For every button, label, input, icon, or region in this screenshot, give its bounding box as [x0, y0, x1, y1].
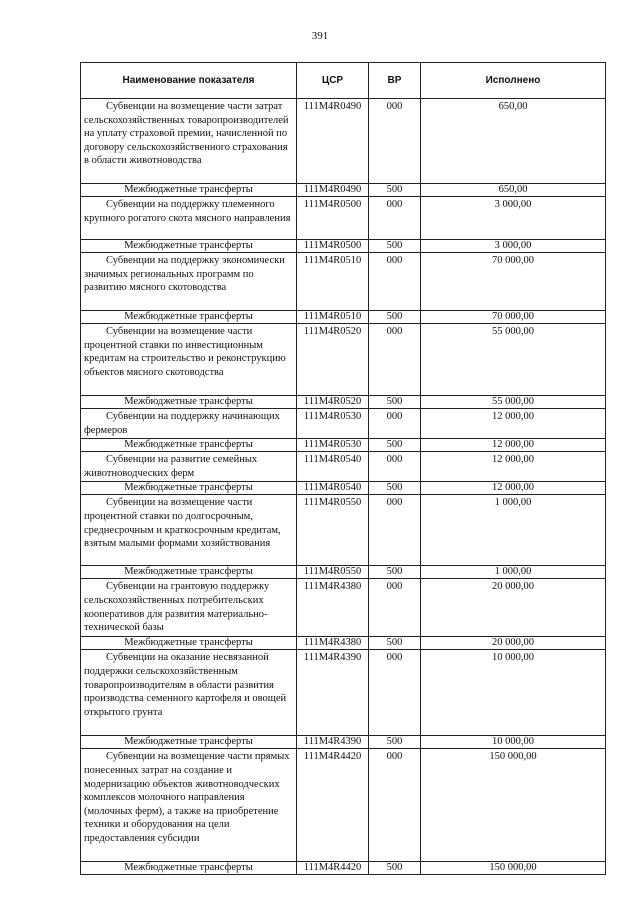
header-code: ЦСР	[297, 63, 369, 99]
cell-code: 111M4R0500	[297, 197, 369, 240]
cell-code: 111M4R4390	[297, 650, 369, 736]
cell-vr: 000	[369, 197, 421, 240]
cell-name: Субвенции на возмещение части процентной ставки по инвестиционным кредитам на строительство и реконструкцию объектов мясного скотоводства	[81, 324, 297, 396]
cell-vr: 000	[369, 99, 421, 184]
page-number: 391	[311, 30, 329, 42]
cell-amount: 12 000,00	[421, 409, 606, 439]
cell-name: Субвенции на возмещение части прямых понесенных затрат на создание и модернизацию объектов животноводческих комплексов молочного направления (молочных ферм), а также на приобретение техники и оборудования на цели предоставления субсидии	[81, 749, 297, 862]
table-row-subvention	[81, 579, 606, 637]
table-row-subvention	[81, 749, 606, 862]
table-row-subvention	[81, 197, 606, 240]
cell-code: 111M4R0490	[297, 184, 369, 197]
cell-name: Межбюджетные трансферты	[81, 482, 297, 495]
table-row-transfer	[81, 439, 606, 452]
cell-code: 111M4R0510	[297, 253, 369, 311]
cell-amount: 650,00	[421, 184, 606, 197]
header-vr: ВР	[369, 63, 421, 99]
table-row-transfer	[81, 311, 606, 324]
table-row-subvention	[81, 452, 606, 482]
cell-amount: 55 000,00	[421, 396, 606, 409]
table-row-transfer	[81, 396, 606, 409]
table-body	[81, 99, 606, 875]
cell-amount: 20 000,00	[421, 579, 606, 637]
cell-amount: 1 000,00	[421, 495, 606, 566]
cell-code: 111M4R4380	[297, 579, 369, 637]
cell-name: Субвенции на поддержку племенного крупного рогатого скота мясного направления	[81, 197, 297, 240]
cell-code: 111M4R0550	[297, 495, 369, 566]
table-row-transfer	[81, 566, 606, 579]
cell-amount: 3 000,00	[421, 240, 606, 253]
cell-vr: 500	[369, 184, 421, 197]
cell-vr: 000	[369, 579, 421, 637]
table-row-subvention	[81, 324, 606, 396]
cell-code: 111M4R0550	[297, 566, 369, 579]
table-row-transfer	[81, 240, 606, 253]
cell-code: 111M4R0540	[297, 452, 369, 482]
cell-vr: 000	[369, 495, 421, 566]
cell-vr: 000	[369, 650, 421, 736]
table-row-transfer	[81, 184, 606, 197]
cell-vr: 500	[369, 396, 421, 409]
table-row-subvention	[81, 99, 606, 184]
cell-name: Межбюджетные трансферты	[81, 862, 297, 875]
cell-name: Межбюджетные трансферты	[81, 439, 297, 452]
cell-name: Субвенции на возмещение части затрат сельскохозяйственных товаропроизводителей на уплату страховой премии, начисленной по договору сельскохозяйственного страхования в области животноводства	[81, 99, 297, 184]
cell-amount: 650,00	[421, 99, 606, 184]
cell-code: 111M4R0530	[297, 439, 369, 452]
cell-name: Субвенции на грантовую поддержку сельскохозяйственных потребительских кооперативов для развития материально-технической базы	[81, 579, 297, 637]
cell-vr: 000	[369, 452, 421, 482]
cell-amount: 150 000,00	[421, 749, 606, 862]
cell-vr: 000	[369, 324, 421, 396]
cell-vr: 500	[369, 566, 421, 579]
cell-name: Субвенции на возмещение части процентной ставки по долгосрочным, среднесрочным и краткосрочным кредитам, взятым малыми формами хозяйствования	[81, 495, 297, 566]
cell-code: 111M4R0540	[297, 482, 369, 495]
cell-amount: 70 000,00	[421, 253, 606, 311]
cell-name: Межбюджетные трансферты	[81, 396, 297, 409]
cell-code: 111M4R0520	[297, 396, 369, 409]
cell-code: 111M4R0490	[297, 99, 369, 184]
cell-amount: 55 000,00	[421, 324, 606, 396]
cell-name: Межбюджетные трансферты	[81, 184, 297, 197]
cell-code: 111M4R0510	[297, 311, 369, 324]
table-row-subvention	[81, 253, 606, 311]
cell-amount: 150 000,00	[421, 862, 606, 875]
cell-name: Субвенции на поддержку экономически значимых региональных программ по развитию мясного скотоводства	[81, 253, 297, 311]
cell-name: Субвенции на оказание несвязанной поддержки сельскохозяйственным товаропроизводителям в области развития производства семенного картофеля и овощей открытого грунта	[81, 650, 297, 736]
cell-code: 111M4R0500	[297, 240, 369, 253]
cell-amount: 12 000,00	[421, 452, 606, 482]
header-amount: Исполнено	[421, 63, 606, 99]
cell-amount: 10 000,00	[421, 650, 606, 736]
cell-code: 111M4R0520	[297, 324, 369, 396]
cell-name: Межбюджетные трансферты	[81, 240, 297, 253]
cell-code: 111M4R4420	[297, 862, 369, 875]
cell-vr: 000	[369, 749, 421, 862]
cell-vr: 500	[369, 439, 421, 452]
table-row-subvention	[81, 495, 606, 566]
cell-vr: 500	[369, 240, 421, 253]
cell-code: 111M4R4390	[297, 736, 369, 749]
table-header-row	[81, 63, 606, 99]
cell-name: Межбюджетные трансферты	[81, 637, 297, 650]
cell-name: Межбюджетные трансферты	[81, 566, 297, 579]
table-row-transfer	[81, 482, 606, 495]
cell-vr: 500	[369, 637, 421, 650]
cell-amount: 20 000,00	[421, 637, 606, 650]
cell-code: 111M4R0530	[297, 409, 369, 439]
table-row-subvention	[81, 409, 606, 439]
cell-vr: 000	[369, 409, 421, 439]
cell-vr: 500	[369, 311, 421, 324]
table-row-transfer	[81, 637, 606, 650]
cell-code: 111M4R4420	[297, 749, 369, 862]
cell-name: Субвенции на развитие семейных животноводческих ферм	[81, 452, 297, 482]
table-row-transfer	[81, 862, 606, 875]
cell-amount: 70 000,00	[421, 311, 606, 324]
cell-name: Межбюджетные трансферты	[81, 736, 297, 749]
cell-vr: 500	[369, 736, 421, 749]
cell-name: Межбюджетные трансферты	[81, 311, 297, 324]
cell-vr: 500	[369, 862, 421, 875]
budget-table	[80, 62, 606, 875]
cell-name: Субвенции на поддержку начинающих фермеров	[81, 409, 297, 439]
table-row-transfer	[81, 736, 606, 749]
cell-vr: 500	[369, 482, 421, 495]
cell-code: 111M4R4380	[297, 637, 369, 650]
cell-amount: 10 000,00	[421, 736, 606, 749]
cell-amount: 12 000,00	[421, 439, 606, 452]
header-name: Наименование показателя	[81, 63, 297, 99]
cell-amount: 3 000,00	[421, 197, 606, 240]
table-row-subvention	[81, 650, 606, 736]
cell-amount: 12 000,00	[421, 482, 606, 495]
cell-vr: 000	[369, 253, 421, 311]
cell-amount: 1 000,00	[421, 566, 606, 579]
